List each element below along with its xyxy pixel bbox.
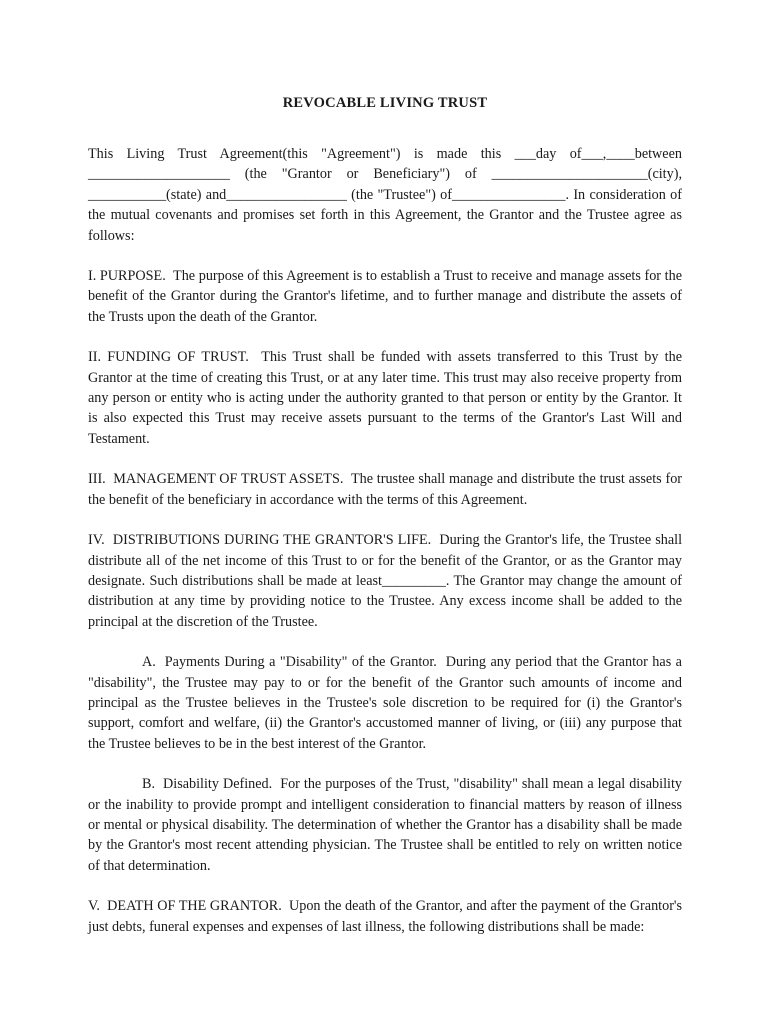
section-space	[105, 532, 113, 548]
subsection-a-letter: A.	[142, 654, 156, 671]
section-space	[282, 898, 289, 914]
section-purpose-body: The purpose of this Agreement is to establish a Trust to receive and manage assets for the benefit of the Grantor during the Grantor's lifetime, and to further manage and distribute the assets of the Trusts upon the death of the Grantor.	[88, 268, 682, 325]
section-funding-of-trust-body: This Trust shall be funded with assets transferred to this Trust by the Grantor at the time of creating this Trust, or at any later time. This trust may also receive property from any person or entity who is acting under the authority granted to that person or entity by the Grantor. It is also expected this Trust may receive assets pursuant to the terms of the Grantor's Last Will and Testament.	[88, 349, 683, 447]
subsection-disability-defined	[88, 774, 682, 876]
subsection-a-body: During any period that the Grantor has a "disability", the Trustee may pay to or for the benefit of the Grantor such amounts of income and principal as the Trustee believes in the Trustee's sole discretion to be required for (i) the Grantor's support, comfort and welfare, (ii) the Grantor's accustomed manner of living, or (iii) any purpose that the Trustee believes to be in the best interest of the Grantor.	[88, 654, 682, 752]
section-management-of-trust-assets	[88, 469, 682, 510]
section-death-body: Upon the death of the Grantor, and after the payment of the Grantor's just debts, funeral expenses and expenses of last illness, the following distributions shall be made:	[88, 898, 683, 935]
section-space	[166, 268, 173, 284]
subsection-b-letter: B.	[142, 776, 156, 793]
spacer	[88, 876, 682, 896]
section-space	[343, 471, 351, 487]
section-distributions-heading: DISTRIBUTIONS DURING THE GRANTOR'S LIFE.	[112, 532, 432, 549]
subsection-b-body: For the purposes of the Trust, "disability" shall mean a legal disability or the inability to provide prompt and intelligent consideration to financial matters by reason of illness or mental or physical disability. The determination of whether the Grantor has a disability shall be made by the Grantor's most recent attending physician. The Trustee shall be entitled to rely on written notice of that determination.	[88, 776, 683, 874]
spacer	[88, 327, 682, 347]
section-funding-of-trust	[88, 347, 682, 449]
section-distributions-number: IV.	[88, 532, 105, 549]
subsection-space	[437, 654, 446, 670]
section-purpose-number: I.	[88, 268, 97, 285]
subsection-space	[272, 776, 280, 792]
document-content	[88, 0, 682, 937]
spacer	[88, 510, 682, 530]
spacer	[88, 754, 682, 774]
section-funding-of-trust-heading: FUNDING OF TRUST.	[107, 349, 249, 366]
spacer	[88, 246, 682, 266]
page-title: REVOCABLE LIVING TRUST	[282, 95, 488, 111]
section-purpose-heading: PURPOSE.	[99, 268, 166, 285]
preamble-paragraph: This Living Trust Agreement(this "Agreement") is made this ___day of___,____between ____________________ (the "Grantor or Beneficiary") of ______________________(city), ___________(state) and_________________ (the "Trustee") of________________. In consideration of the mutual covenants and promises set forth in this Agreement, the Grantor and the Trustee agree as follows:	[88, 146, 682, 244]
subsection-b-heading: Disability Defined.	[163, 776, 273, 793]
section-death-of-the-grantor	[88, 896, 682, 937]
section-management-of-trust-assets-number: III.	[88, 471, 106, 488]
spacer	[88, 632, 682, 652]
spacer	[88, 449, 682, 469]
section-distributions-body: During the Grantor's life, the Trustee shall distribute all of the net income of this Trust to or for the benefit of the Grantor, or as the Grantor may designate. Such distributions shall be made at least_________. The Grantor may change the amount of distribution at any time by providing notice to the Trustee. Any excess income shall be added to the principal at the discretion of the Trustee.	[88, 532, 683, 630]
spacer-after-title	[88, 113, 682, 144]
section-management-of-trust-assets-heading: MANAGEMENT OF TRUST ASSETS.	[113, 471, 344, 488]
section-death-heading: DEATH OF THE GRANTOR.	[107, 898, 282, 915]
section-death-number: V.	[88, 898, 100, 915]
section-distributions-during-grantors-life	[88, 530, 682, 632]
section-funding-of-trust-number: II.	[88, 349, 101, 366]
subsection-a-heading: Payments During a "Disability" of the Grantor.	[164, 654, 437, 671]
section-purpose	[88, 266, 682, 327]
subsection-space	[156, 654, 165, 670]
subsection-space	[155, 776, 163, 792]
subsection-payments-during-disability	[88, 652, 682, 754]
section-management-of-trust-assets-body: The trustee shall manage and distribute the trust assets for the benefit of the beneficiary in accordance with the terms of this Agreement.	[88, 471, 683, 508]
section-space	[249, 349, 261, 365]
